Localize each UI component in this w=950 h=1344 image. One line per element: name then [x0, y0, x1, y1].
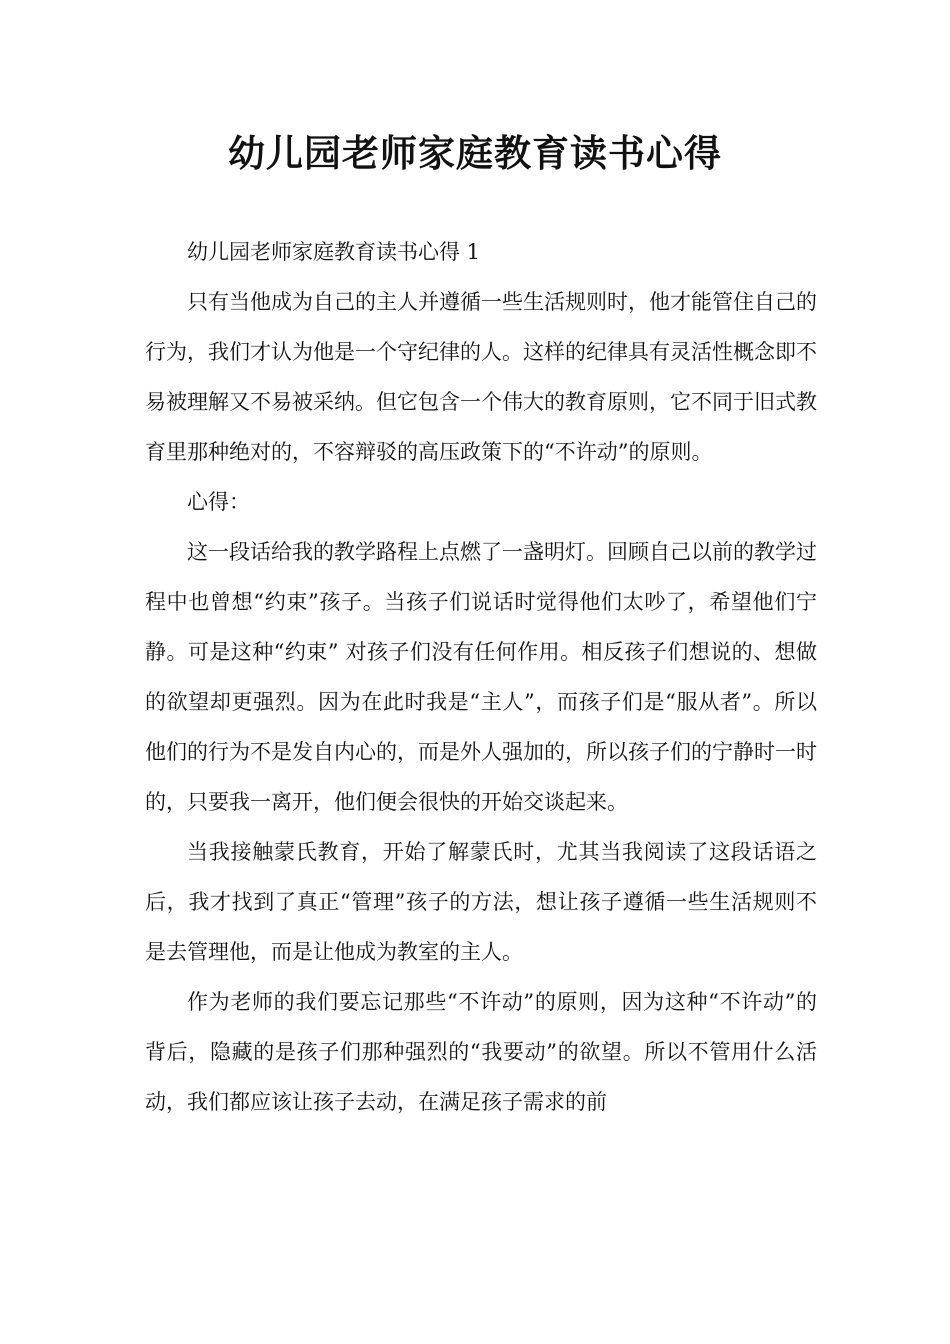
paragraph-insight-label: 心得：: [187, 490, 250, 514]
paragraph-quote: 只有当他成为自己的主人并遵循一些生活规则时，他才能管住自己的行为，我们才认为他是一个守纪律的人。这样的纪律具有灵活性概念即不易被理解又不易被采纳。但它包含一个伟大的教育原则，它不同于旧式教育里那种绝对的，不容辩驳的高压政策下的“不许动”的原则。: [145, 290, 817, 464]
paragraph-subtitle: 幼儿园老师家庭教育读书心得 1: [187, 240, 481, 264]
paragraph-reflection-2: 当我接触蒙氏教育，开始了解蒙氏时，尤其当我阅读了这段话语之后，我才找到了真正“管理”孩子的方法，想让孩子遵循一些生活规则不是去管理他，而是让他成为教室的主人。: [145, 840, 817, 964]
paragraph-reflection-3: 作为老师的我们要忘记那些“不许动”的原则，因为这种“不许动”的背后，隐藏的是孩子们那种强烈的“我要动”的欲望。所以不管用什么活动，我们都应该让孩子去动，在满足孩子需求的前: [145, 990, 817, 1114]
document-body: [145, 227, 817, 1127]
paragraph-reflection-1: 这一段话给我的教学路程上点燃了一盏明灯。回顾自己以前的教学过程中也曾想“约束”孩子。当孩子们说话时觉得他们太吵了，希望他们宁静。可是这种“约束” 对孩子们没有任何作用。相反孩子们想说的、想做的欲望却更强烈。因为在此时我是“主人”，而孩子们是“服从者”。所以他们的行为不是发自内心的，而是外人强加的，所以孩子们的宁静时一时的，只要我一离开，他们便会很快的开始交谈起来。: [145, 540, 817, 814]
page-title: 幼儿园老师家庭教育读书心得: [228, 131, 722, 175]
